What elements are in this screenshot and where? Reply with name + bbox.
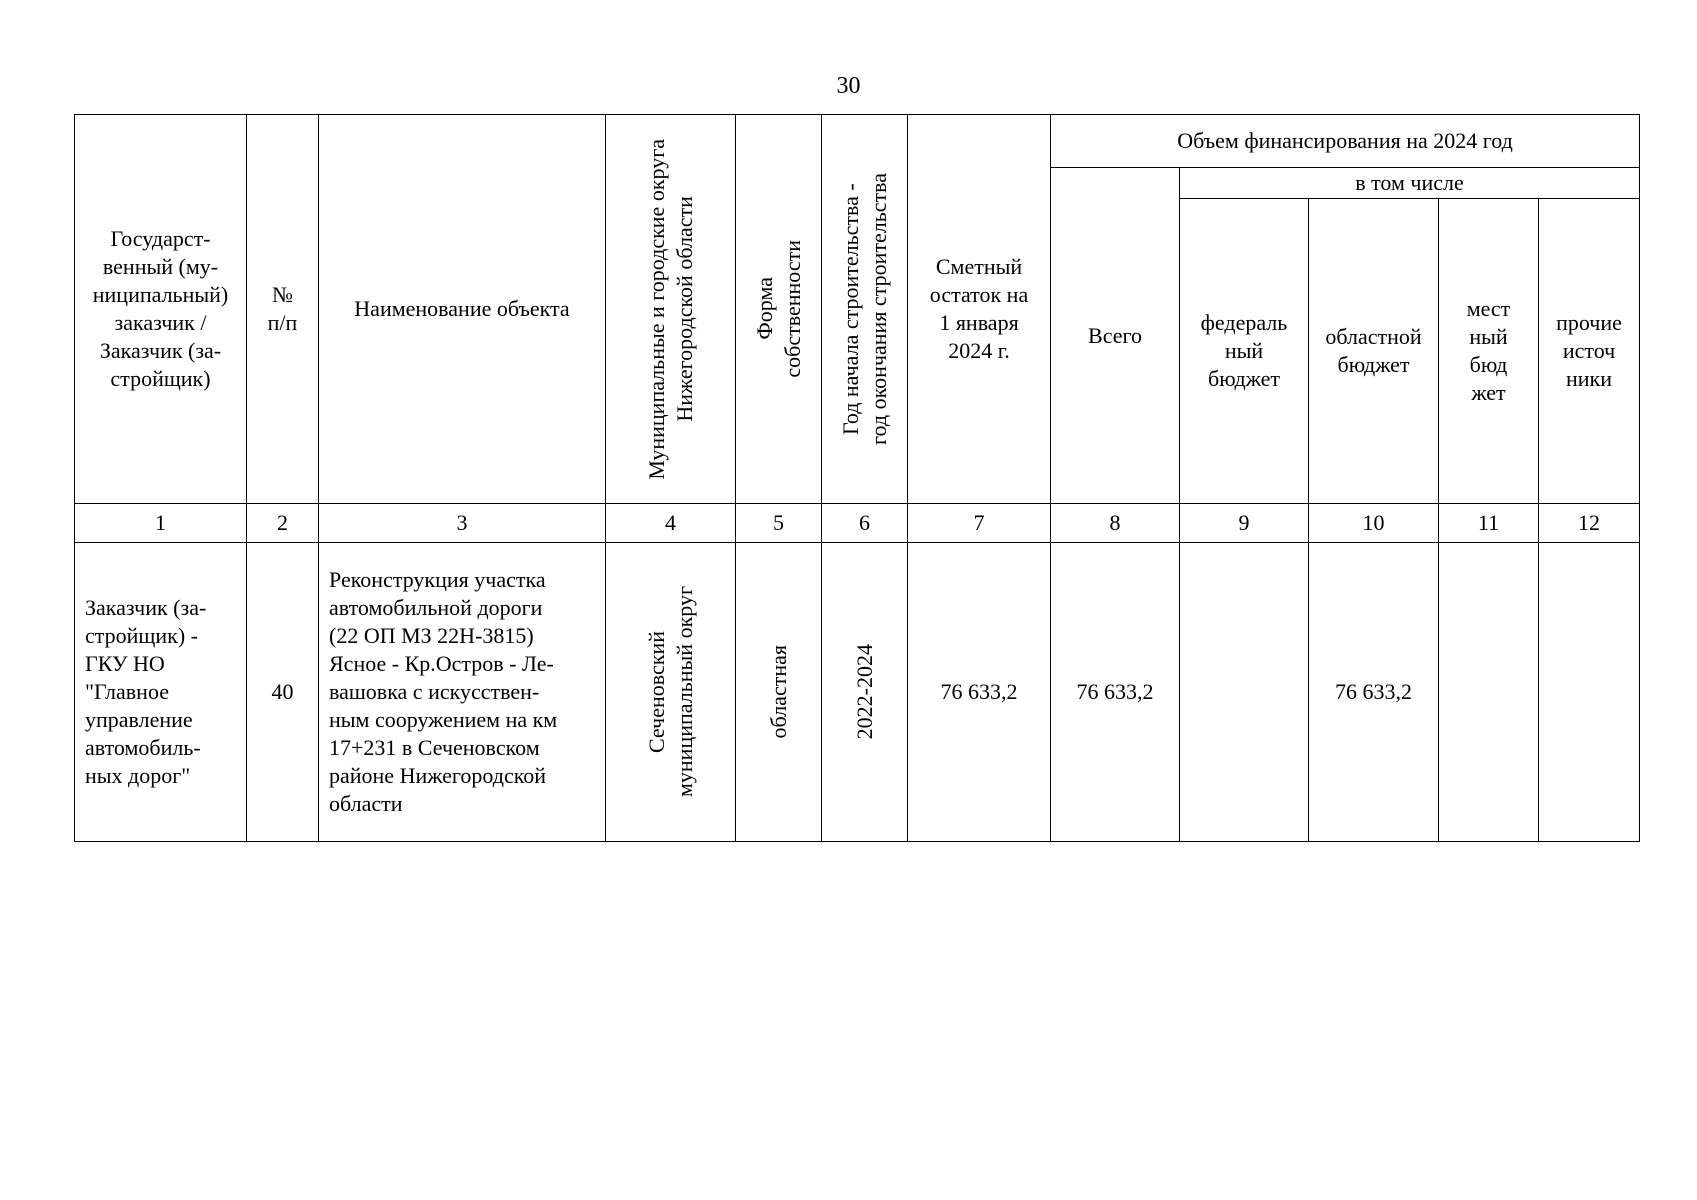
cell-local: [1439, 543, 1539, 842]
header-other: прочие источ ники: [1539, 199, 1640, 504]
page-number: 30: [836, 73, 861, 99]
header-financing-group: Объем финансирования на 2024 год: [1051, 115, 1640, 168]
column-number: 1: [75, 504, 247, 543]
column-number: 6: [822, 504, 908, 543]
header-estimated-balance: Сметный остаток на 1 января 2024 г.: [908, 115, 1051, 504]
column-number: 8: [1051, 504, 1180, 543]
column-number: 4: [606, 504, 736, 543]
column-number: 12: [1539, 504, 1640, 543]
column-number: 3: [319, 504, 606, 543]
column-number: 11: [1439, 504, 1539, 543]
header-municipality: Муниципальные и городские округа Нижегородской области: [606, 115, 736, 504]
column-number: 5: [736, 504, 822, 543]
column-number: 9: [1180, 504, 1309, 543]
header-years: Год начала строительства - год окончания строительства: [822, 115, 908, 504]
header-total: Всего: [1051, 168, 1180, 504]
header-customer: Государст- венный (му- ниципальный) заказчик / Заказчик (за- стройщик): [75, 115, 247, 504]
header-ownership: Форма собственности: [736, 115, 822, 504]
cell-object-name: Реконструкция участка автомобильной дороги (22 ОП МЗ 22Н-3815) Ясное - Кр.Остров - Ле- вашовка с искусствен- ным сооружением на км 17+231 в Сеченовском районе Нижегородской области: [319, 543, 606, 842]
column-number: 7: [908, 504, 1051, 543]
cell-customer: Заказчик (за- стройщик) - ГКУ НО "Главное управление автомобиль- ных дорог": [75, 543, 247, 842]
cell-years: 2022-2024: [822, 543, 908, 842]
cell-number: 40: [247, 543, 319, 842]
header-federal: федераль ный бюджет: [1180, 199, 1309, 504]
table-row: [75, 543, 1640, 842]
header-number: № п/п: [247, 115, 319, 504]
cell-total: 76 633,2: [1051, 543, 1180, 842]
cell-other: [1539, 543, 1640, 842]
header-object-name: Наименование объекта: [319, 115, 606, 504]
column-number: 2: [247, 504, 319, 543]
cell-ownership: областная: [736, 543, 822, 842]
header-local: мест ный бюд жет: [1439, 199, 1539, 504]
cell-estimated-balance: 76 633,2: [908, 543, 1051, 842]
cell-federal: [1180, 543, 1309, 842]
financing-table: [74, 114, 1640, 842]
header-regional: областной бюджет: [1309, 199, 1439, 504]
header-including-group: в том числе: [1180, 168, 1640, 199]
cell-regional: 76 633,2: [1309, 543, 1439, 842]
cell-municipality: Сеченовский муниципальный округ: [606, 543, 736, 842]
column-number: 10: [1309, 504, 1439, 543]
